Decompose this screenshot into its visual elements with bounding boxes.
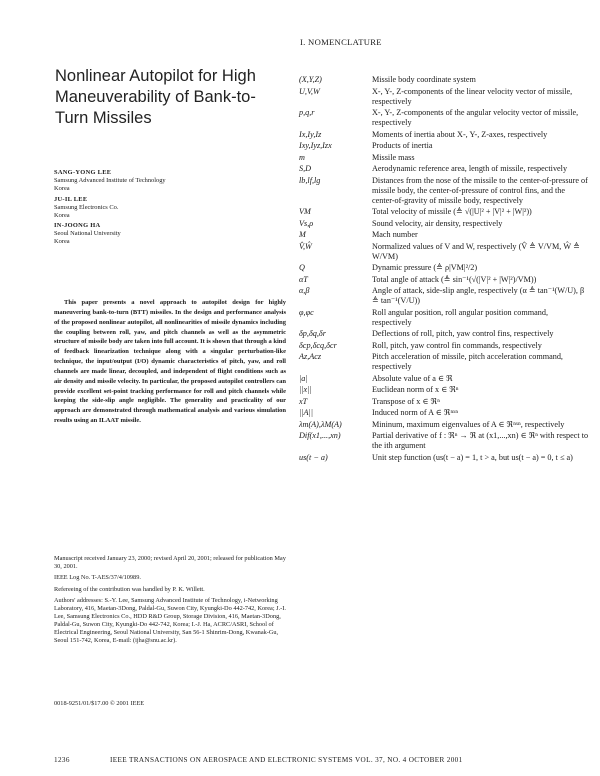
author-block: [54, 196, 274, 220]
nomenclature-definition: Partial derivative of f : ℜⁿ → ℜ at (x1,...,xn) ∈ ℜⁿ with respect to the ith argument: [372, 431, 589, 450]
author-affiliation: Seoul National University: [54, 230, 121, 238]
nomenclature-definition: Total velocity of missile (≜ √(|U|² + |V|² + |W|²)): [372, 207, 532, 216]
nomenclature-entry: [299, 341, 589, 351]
nomenclature-definition: Sound velocity, air density, respectively: [372, 218, 503, 228]
nomenclature-definition: X-, Y-, Z-components of the linear velocity vector of missile, respectively: [372, 86, 573, 106]
copyright-code: 0018-9251/01/$17.00 © 2001 IEEE: [54, 700, 145, 707]
nomenclature-definition: Unit step function (us(t − a) = 1, t > a, but us(t − a) = 0, t ≤ a): [372, 452, 573, 462]
nomenclature-symbol: S,D: [299, 164, 312, 173]
nomenclature-entry: [299, 286, 589, 306]
nomenclature-symbol: lb,lf,lg: [299, 175, 321, 185]
nomenclature-definition: Mininum, maximum eigenvalues of A ∈ ℜⁿˣⁿ, respectively: [372, 419, 565, 429]
journal-line: IEEE TRANSACTIONS ON AEROSPACE AND ELECTRONIC SYSTEMS VOL. 37, NO. 4 OCTOBER 2001: [110, 756, 463, 764]
nomenclature-entry: [299, 130, 589, 140]
nomenclature-symbol: Vs,ρ: [299, 218, 314, 228]
abstract: [54, 298, 286, 426]
nomenclature-symbol: p,q,r: [299, 108, 315, 117]
nomenclature-definition: Induced norm of A ∈ ℜⁿˣⁿ: [372, 408, 458, 417]
nomenclature-symbol: αT: [299, 274, 308, 284]
nomenclature-entry: [299, 164, 589, 174]
author-name: SANG-YONG LEE: [54, 169, 112, 176]
nomenclature-entry: [299, 420, 589, 430]
nomenclature-symbol: VM: [299, 207, 311, 216]
nomenclature-definition: Absolute value of a ∈ ℜ: [372, 373, 453, 383]
nomenclature-symbol: V̂,Ŵ: [299, 241, 312, 251]
nomenclature-definition: Mach number: [372, 230, 418, 239]
nomenclature-symbol: α,β: [299, 286, 310, 295]
nomenclature-symbol: Dif(x1,...,xn): [299, 431, 341, 440]
nomenclature-entry: [299, 385, 589, 395]
nomenclature-symbol: us(t − a): [299, 452, 328, 462]
author-name: JU-IL LEE: [54, 195, 88, 203]
author-block: [54, 169, 274, 193]
author-country: Korea: [54, 211, 70, 219]
nomenclature-symbol: δp,δq,δr: [299, 329, 326, 338]
nomenclature-definition: Normalized values of V and W, respectively (V̂ ≜ V/VM, Ŵ ≜ W/VM): [372, 241, 580, 261]
author-country: Korea: [54, 238, 70, 246]
nomenclature-entry: [299, 352, 589, 372]
manuscript-notes: [54, 555, 286, 648]
nomenclature-entry: [299, 141, 589, 151]
author-affiliation: Samsung Electronics Co.: [54, 203, 119, 211]
nomenclature-entry: [299, 242, 589, 262]
nomenclature-list: [299, 75, 589, 464]
nomenclature-entry: [299, 308, 589, 328]
nomenclature-entry: [299, 219, 589, 229]
abstract-text: This paper presents a novel approach to autopilot design for highly maneuvering bank-to-turn (BTT) missiles. In the design and performance analysis of the proposed nonlinear autopilot, all nonlinearities of missile dynamics including the coupling between roll, yaw, and pitch channels as well as the asymmetric structure of missile body are taken into full account. It is shown that through a kind of feedback linearization technique along with a singular perturbation-like technique, the input/output (I/O) dynamic characteristics of pitch, yaw, and roll channels are made linear, decoupled, and independent of flight conditions such as air density and missile velocity. In particular, the proposed autopilot controllers can provide excellent set-point tracking performance for roll and pitch channels while keeping the side-slip angle negligible. The generality and practicality of our approach are demonstrated through mathematical analysis and various simulation results using an ILAAT missile.: [54, 299, 286, 425]
nomenclature-definition: Dynamic pressure (≜ ρ|VM|²/2): [372, 263, 478, 272]
nomenclature-definition: Euclidean norm of x ∈ ℜⁿ: [372, 385, 459, 394]
nomenclature-symbol: Q: [299, 263, 305, 272]
nomenclature-symbol: U,V,W: [299, 86, 320, 96]
nomenclature-symbol: |a|: [299, 373, 308, 383]
nomenclature-symbol: M: [299, 230, 306, 239]
nomenclature-definition: Roll angular position, roll angular position command, respectively: [372, 307, 549, 327]
nomenclature-definition: X-, Y-, Z-components of the angular velocity vector of missile, respectively: [372, 108, 579, 127]
nomenclature-entry: [299, 108, 589, 128]
nomenclature-entry: [299, 176, 589, 206]
nomenclature-entry: [299, 207, 589, 217]
nomenclature-definition: Angle of attack, side-slip angle, respectively (α ≜ tan⁻¹(W/U), β ≜ tan⁻¹(V/U)): [372, 286, 585, 305]
author-addresses: Authors' addresses: S.-Y. Lee, Samsung Advanced Institute of Technology, i-Networking Laboratory, 416, Maetan-3Dong, Paldal-Gu, Suwon City, Kyungki-Do 442-742, Korea; J.-I. Lee, Samsung Electronics Co., HDD R&D Group, Storage Division, 416, Maetan-3Dong, Paldal-Gu, Suwon City, Kyungki-Do 442-742, Korea; I.-J. Ha, ACRC/ASRI, School of Electrical Engineering, Seoul National University, San 56-1 Shinrim-Dong, Kwanak-Gu, Seoul 151-742, Korea, E-mail: (ijha@snu.ac.kr).: [54, 597, 286, 644]
nomenclature-definition: Moments of inertia about X-, Y-, Z-axes, respectively: [372, 129, 548, 139]
nomenclature-entry: [299, 397, 589, 407]
nomenclature-symbol: Ixy,Iyz,Izx: [299, 141, 332, 150]
nomenclature-definition: Pitch acceleration of missile, pitch acceleration command, respectively: [372, 352, 563, 371]
nomenclature-symbol: λm(A),λM(A): [299, 419, 342, 429]
ieee-log-note: IEEE Log No. T-AES/37/4/10989.: [54, 574, 141, 582]
nomenclature-symbol: (X,Y,Z): [299, 75, 322, 84]
nomenclature-symbol: Ix,Iy,Iz: [299, 129, 322, 139]
nomenclature-symbol: Az,Acz: [299, 352, 322, 361]
nomenclature-entry: [299, 408, 589, 418]
nomenclature-definition: Missile body coordinate system: [372, 75, 476, 84]
nomenclature-definition: Missile mass: [372, 152, 415, 162]
author-block: [54, 222, 274, 246]
nomenclature-symbol: ||A||: [299, 408, 314, 417]
nomenclature-entry: [299, 431, 589, 451]
nomenclature-entry: [299, 153, 589, 163]
nomenclature-definition: Total angle of attack (≜ sin⁻¹(√(|V|² + |W|²)/VM)): [372, 274, 537, 284]
nomenclature-entry: [299, 329, 589, 339]
nomenclature-symbol: xT: [299, 396, 308, 406]
nomenclature-definition: Products of inertia: [372, 141, 433, 150]
nomenclature-definition: Deflections of roll, pitch, yaw control fins, respectively: [372, 329, 554, 338]
nomenclature-definition: Roll, pitch, yaw control fin commands, respectively: [372, 340, 542, 350]
received-note: Manuscript received January 23, 2000; revised April 20, 2001; released for publication May 30, 2001.: [54, 555, 286, 570]
referee-note: Refereeing of the contribution was handled by P. K. Willett.: [54, 585, 205, 593]
author-affiliation: Samsung Advanced Institute of Technology: [54, 176, 166, 184]
page-number: 1236: [54, 756, 70, 764]
nomenclature-entry: [299, 87, 589, 107]
nomenclature-entry: [299, 275, 589, 285]
section-heading: I. NOMENCLATURE: [300, 37, 382, 47]
nomenclature-definition: Transpose of x ∈ ℜⁿ: [372, 396, 440, 406]
nomenclature-symbol: φ,φc: [299, 307, 314, 317]
nomenclature-symbol: ||x||: [299, 385, 312, 394]
nomenclature-entry: [299, 230, 589, 240]
nomenclature-entry: [299, 374, 589, 384]
nomenclature-symbol: δcp,δcq,δcr: [299, 340, 337, 350]
nomenclature-entry: [299, 75, 589, 85]
author-name: IN-JOONG HA: [54, 222, 101, 230]
nomenclature-symbol: m: [299, 152, 305, 162]
nomenclature-definition: Distances from the nose of the missile to the center-of-pressure of missile body, the center-of-pressure of control fins, and the center-of-gravity of missile body, respectively: [372, 175, 588, 205]
author-country: Korea: [54, 184, 70, 192]
author-list: [54, 169, 274, 249]
nomenclature-entry: [299, 263, 589, 273]
paper-title: Nonlinear Autopilot for High Maneuverability of Bank-to-Turn Missiles: [55, 67, 256, 127]
nomenclature-definition: Aerodynamic reference area, length of missile, respectively: [372, 164, 568, 173]
nomenclature-entry: [299, 453, 589, 463]
